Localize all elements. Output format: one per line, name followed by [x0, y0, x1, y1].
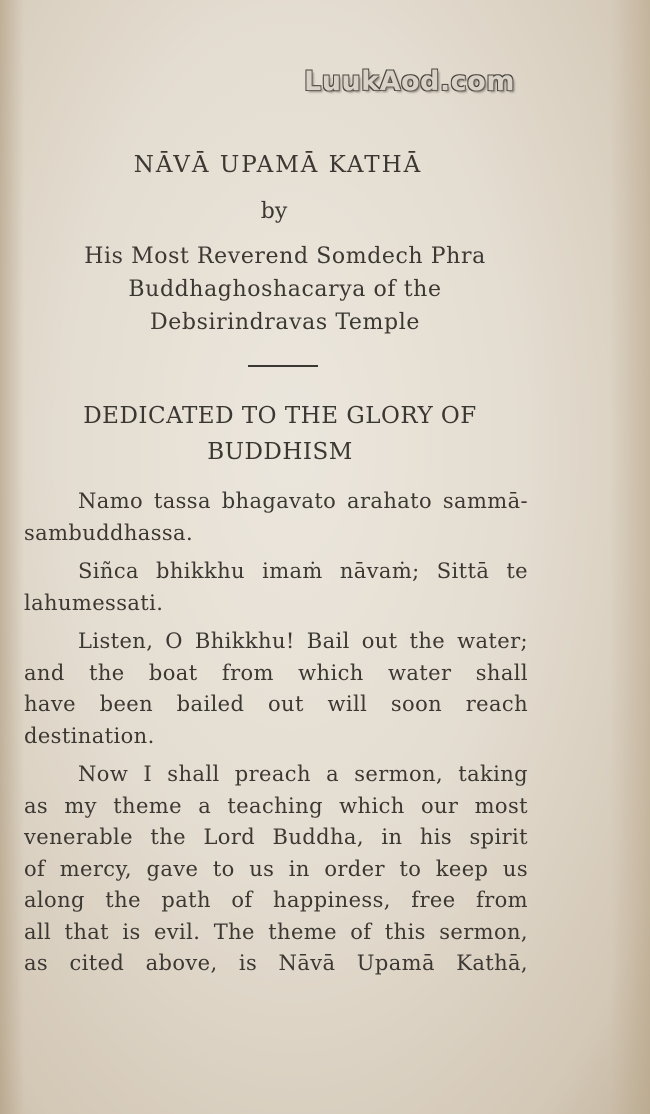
text-line: of mercy, gave to us in order to keep us — [24, 856, 528, 881]
text-line: sambuddhassa. — [24, 520, 194, 545]
paragraph-sermon-intro — [24, 759, 528, 980]
paragraph-translation — [24, 626, 528, 752]
author-line: Debsirindravas Temple — [150, 310, 420, 335]
text-line: Siñca bhikkhu imaṁ nāvaṁ; Sittā te — [78, 559, 528, 583]
page-title: NĀVĀ UPAMĀ KATHĀ — [133, 152, 423, 178]
by-line: by — [260, 199, 288, 224]
text-line: venerable the Lord Buddha, in his spirit — [24, 825, 528, 849]
text-line: Namo tassa bhagavato arahato sammā- — [78, 489, 528, 513]
text-line: and the boat from which water shall — [24, 660, 528, 685]
text-line: have been bailed out will soon reach — [24, 692, 528, 716]
text-line: lahumessati. — [24, 590, 164, 615]
dedication-line: BUDDHISM — [207, 439, 353, 465]
section-divider — [248, 365, 318, 367]
author-line: His Most Reverend Somdech Phra — [84, 244, 486, 269]
body-text — [24, 486, 528, 987]
dedication-line: DEDICATED TO THE GLORY OF — [83, 403, 477, 429]
text-line: Listen, O Bhikkhu! Bail out the water; — [78, 629, 528, 653]
paragraph-pali-invocation — [24, 486, 528, 549]
watermark-logo: LuukAod.com — [304, 66, 515, 97]
text-line: as my theme a teaching which our most — [24, 793, 528, 818]
text-line: Now I shall preach a sermon, taking — [78, 762, 528, 786]
author-line: Buddhaghoshacarya of the — [128, 277, 442, 302]
author-block — [70, 240, 500, 339]
text-line: along the path of happiness, free from — [24, 888, 528, 912]
paragraph-pali-verse — [24, 556, 528, 619]
text-line: destination. — [24, 723, 155, 748]
dedication-heading — [40, 398, 520, 470]
text-line: as cited above, is Nāvā Upamā Kathā, — [24, 951, 528, 975]
text-line: all that is evil. The theme of this sermon, — [24, 919, 528, 944]
